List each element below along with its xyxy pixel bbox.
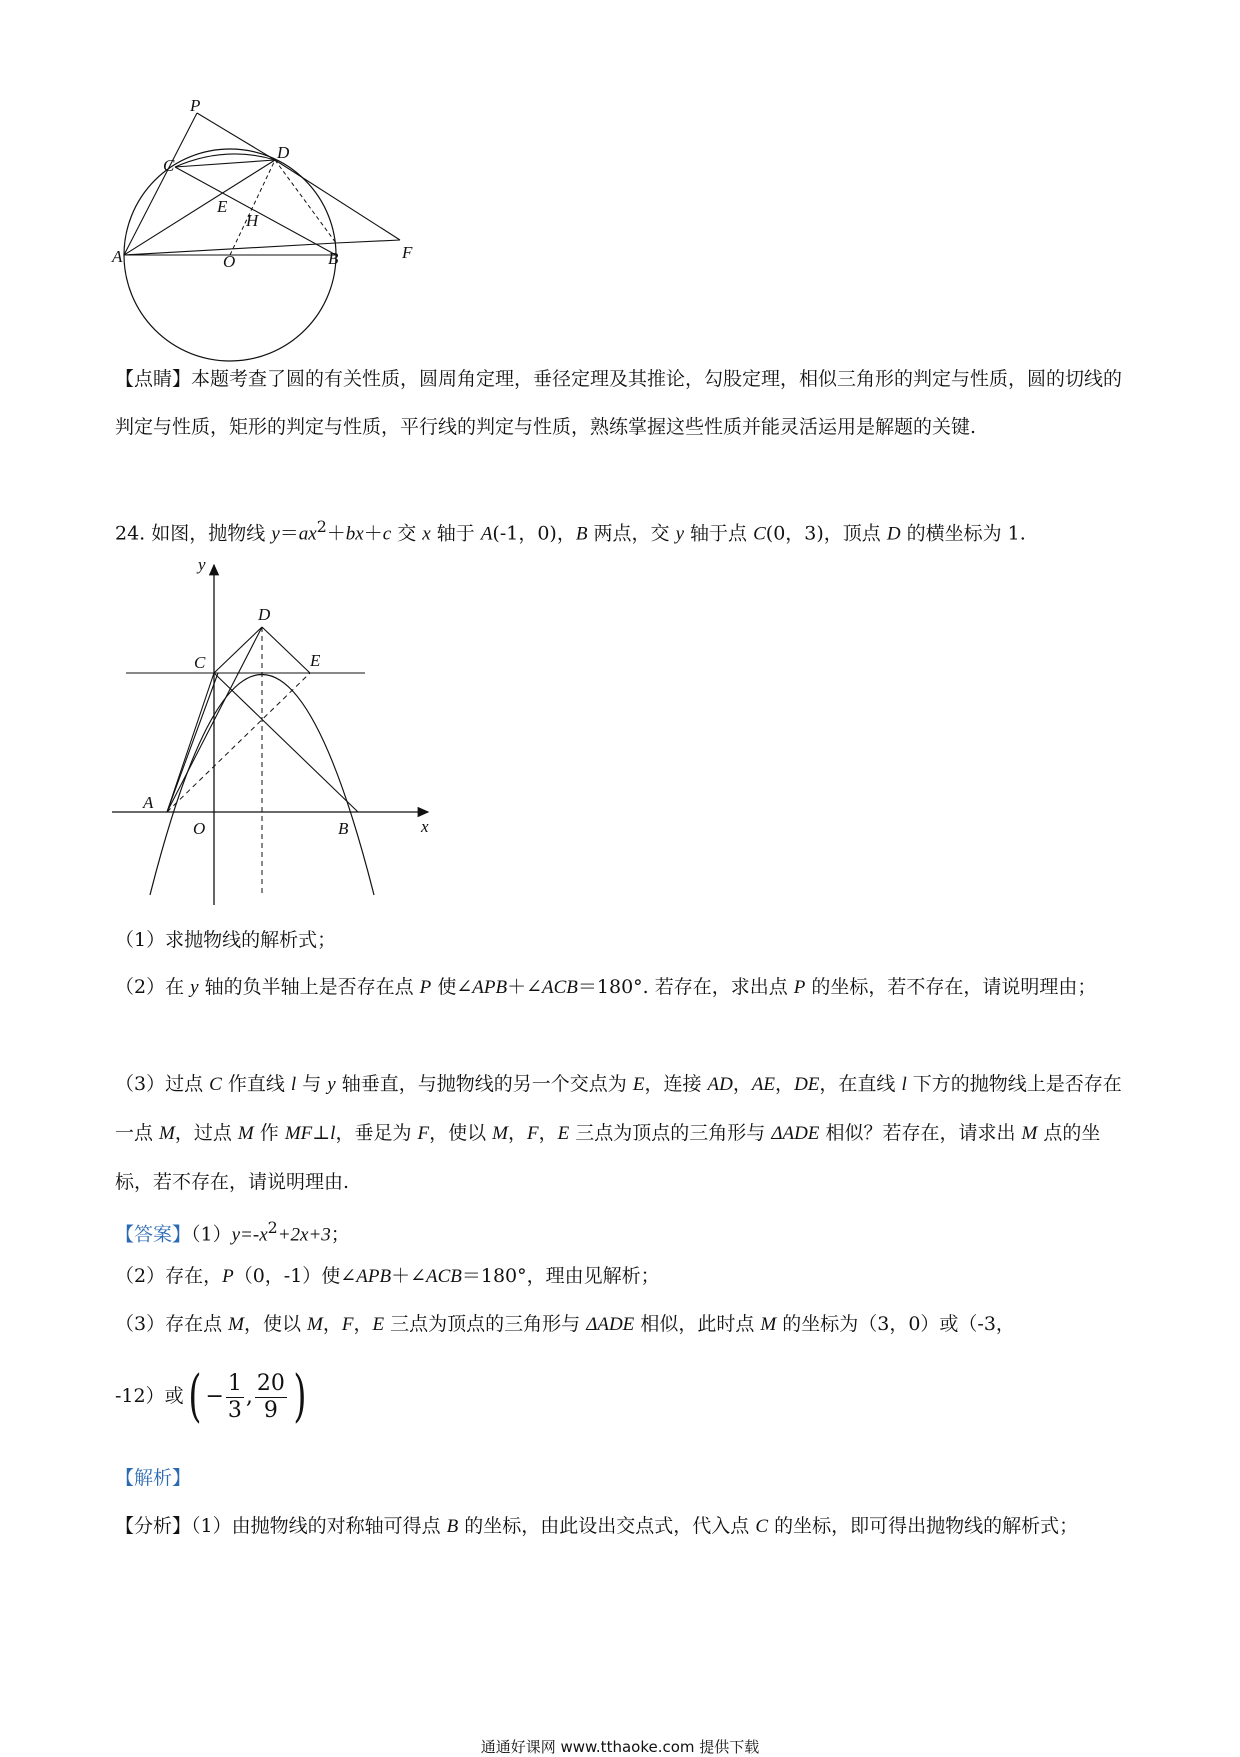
q3-9: AD (707, 1074, 733, 1095)
frac1-denominator: 3 (227, 1397, 242, 1423)
frac1-numerator: 1 (227, 1370, 242, 1396)
q3-20: 作 (253, 1122, 285, 1144)
a2-6: ＝180°，理由见解析； (461, 1265, 660, 1287)
fx-3: C (755, 1516, 769, 1537)
q24-stem-3: ax (298, 523, 317, 545)
label-A: A (112, 247, 123, 266)
label-D: D (277, 143, 290, 162)
q24-stem-2: ＝ (279, 522, 299, 545)
q3-21: MF (284, 1123, 313, 1144)
line-A-near-C (167, 673, 218, 812)
q3-22: ⊥ (312, 1122, 331, 1144)
q24-stem-14: B (575, 523, 588, 545)
q3-27: M (492, 1123, 508, 1144)
label-D: D (258, 605, 271, 624)
q24-stem-8: c (382, 523, 392, 545)
q24-stem-17: 轴于点 (684, 522, 754, 545)
q3-29: F (526, 1123, 539, 1144)
q24-stem-1: y (271, 523, 280, 545)
line-DF (275, 160, 400, 240)
sub-question-1: （1）求抛物线的解析式； (115, 929, 337, 951)
q3-30: ， (538, 1122, 558, 1144)
q24-stem-6: bx (345, 523, 364, 545)
jiexi-tag: 【解析】 (115, 1467, 192, 1489)
fenxi-tag: 【分析】 (115, 1515, 192, 1537)
q24-stem-9: 交 (391, 522, 423, 545)
a2-2: （0，-1）使∠ (233, 1265, 357, 1287)
q3-34: 相似？若存在，请求出 (819, 1122, 1022, 1144)
q2-10: 的坐标，若不存在，请说明理由； (805, 976, 1097, 998)
a1-3: +2x+3 (277, 1224, 331, 1246)
sub-question-3 (115, 1060, 1135, 1207)
a3-11: M (760, 1314, 777, 1335)
q3-8: ，连接 (644, 1073, 708, 1095)
frac-sep: , (245, 1384, 253, 1409)
q2-2: 轴的负半轴上是否存在点 (198, 976, 420, 998)
q3-24: ，垂足为 (335, 1122, 418, 1144)
q2-8: ＝180°. 若存在，求出点 (577, 976, 794, 998)
q24-stem-20: D (886, 523, 901, 545)
label-P: P (190, 96, 201, 115)
q3-7: E (632, 1074, 645, 1095)
q2-1: y (190, 977, 199, 998)
fraction-2 (255, 1371, 287, 1424)
line-PA (124, 113, 197, 255)
line-PD (197, 113, 275, 160)
left-paren: ( (187, 1364, 202, 1429)
a2-0: （2）存在， (115, 1265, 223, 1287)
q2-4: 使∠ (431, 976, 473, 998)
frac-sign: − (205, 1384, 224, 1409)
answer-3 (115, 1300, 1135, 1349)
frac2-denominator: 9 (263, 1397, 278, 1423)
answer-3-line2 (115, 1366, 1135, 1427)
q3-5: y (327, 1074, 336, 1095)
a3-4: ， (322, 1313, 342, 1335)
a3-7: E (372, 1314, 385, 1335)
q2-9: P (793, 977, 806, 998)
a1-2: 2 (267, 1218, 278, 1237)
a3-1: M (228, 1314, 244, 1335)
label-E: E (217, 197, 228, 216)
label-O: O (223, 252, 236, 271)
a1-4: ； (330, 1223, 350, 1246)
q3-1: C (209, 1074, 222, 1095)
q3-33: ΔADE (771, 1123, 820, 1144)
q24-stem-10: x (422, 523, 431, 545)
sub-question-2 (115, 963, 1135, 1012)
a2-1: P (222, 1266, 234, 1287)
q3-31: E (557, 1123, 570, 1144)
fx-0: （1）由抛物线的对称轴可得点 (191, 1515, 447, 1537)
a2-4: ＋∠ (391, 1265, 426, 1287)
q24-stem-4: 2 (316, 517, 327, 536)
line-DE (262, 627, 310, 673)
answer-2 (115, 1252, 1135, 1301)
a3-6: ， (353, 1313, 373, 1335)
a1-1: y=-x (231, 1224, 268, 1246)
q2-0: （2）在 (115, 976, 191, 998)
q3-32: 三点为顶点的三角形与 (569, 1122, 772, 1144)
circle-figure (110, 95, 430, 395)
fx-4: 的坐标，即可得出抛物线的解析式； (768, 1515, 1079, 1537)
q3-11: AE (751, 1074, 776, 1095)
dianjing-paragraph (115, 355, 1135, 451)
q3-13: DE (794, 1074, 820, 1095)
label-O: O (193, 819, 206, 838)
label-x: x (421, 817, 429, 836)
a3-0: （3）存在点 (115, 1313, 229, 1335)
a3-3: M (307, 1314, 323, 1335)
q24-stem-5: ＋ (326, 522, 346, 545)
label-A: A (143, 793, 154, 812)
fx-1: B (446, 1516, 459, 1537)
q2-6: ＋∠ (507, 976, 542, 998)
jiexi-heading (115, 1454, 1135, 1502)
q24-stem-13: (-1，0)， (492, 522, 576, 545)
q24-stem-19: (0，3)，顶点 (765, 522, 887, 545)
q3-26: ，使以 (429, 1122, 493, 1144)
q3-19: M (237, 1123, 254, 1144)
q3-25: F (417, 1123, 430, 1144)
q24-stem-0: 如图，抛物线 (151, 522, 272, 545)
q3-16: 下方的抛物线上是否存在一点 (115, 1073, 1122, 1144)
a1-0: （1） (191, 1223, 232, 1246)
fenxi-paragraph (115, 1502, 1135, 1551)
arc-CD (175, 154, 275, 167)
q24-stem-12: A (480, 523, 493, 545)
q2-5: APB (472, 977, 508, 998)
label-C: C (163, 156, 175, 175)
q24-stem-16: y (675, 523, 684, 545)
answer-fraction-point (184, 1364, 311, 1429)
label-H: H (246, 211, 259, 230)
dashed-DB (275, 160, 336, 243)
q24-stem-11: 轴于 (430, 522, 481, 545)
q3-10: ， (732, 1073, 752, 1095)
label-B: B (328, 249, 339, 268)
question-24-stem (115, 503, 1135, 558)
right-paren: ) (293, 1364, 307, 1429)
frac2-numerator: 20 (256, 1370, 285, 1396)
dianjing-tag: 【点睛】 (115, 368, 192, 390)
a3-8: 三点为顶点的三角形与 (384, 1313, 587, 1335)
label-C: C (194, 653, 206, 672)
q3-36: 点的坐标，若不存在，请说明理由. (115, 1122, 1101, 1193)
q3-18: ，过点 (174, 1122, 238, 1144)
q2-7: ACB (542, 977, 578, 998)
q3-14: ，在直线 (819, 1073, 902, 1095)
line-CD (214, 627, 262, 673)
q24-stem-15: 两点，交 (587, 522, 676, 545)
a3-line2-text: -12）或 (115, 1385, 184, 1407)
q3-35: M (1021, 1123, 1038, 1144)
q3-2: 作直线 (221, 1073, 291, 1095)
label-F: F (402, 243, 413, 262)
q3-23: l (330, 1123, 336, 1144)
label-B: B (338, 819, 349, 838)
answer-tag: 【答案】 (115, 1223, 192, 1246)
q3-0: （3）过点 (115, 1073, 210, 1095)
line-CB (214, 673, 358, 812)
q24-stem-21: 的横坐标为 1. (900, 522, 1026, 545)
label-E: E (310, 651, 321, 670)
a3-5: F (341, 1314, 354, 1335)
q2-3: P (419, 977, 432, 998)
q3-12: ， (775, 1073, 795, 1095)
label-y: y (198, 555, 206, 574)
a3-12: 的坐标为（3，0）或（-3， (776, 1313, 1015, 1335)
line-BF (336, 240, 400, 243)
q3-6: 轴垂直，与抛物线的另一个交点为 (335, 1073, 633, 1095)
a3-9: ΔADE (586, 1314, 635, 1335)
dashed-AE (167, 673, 310, 812)
q3-4: 与 (296, 1073, 328, 1095)
q3-3: l (290, 1074, 297, 1095)
a3-2: ，使以 (243, 1313, 308, 1335)
fx-2: 的坐标，由此设出交点式，代入点 (458, 1515, 756, 1537)
q3-15: l (901, 1074, 907, 1095)
q3-28: ， (507, 1122, 527, 1144)
a2-3: APB (356, 1266, 392, 1287)
page-footer: 通通好课网 www.tthaoke.com 提供下载 (480, 1738, 760, 1756)
q24-stem-18: C (753, 523, 766, 545)
parabola-figure (105, 555, 435, 910)
q3-17: M (159, 1123, 175, 1144)
question-number: 24. (115, 522, 146, 545)
dianjing-text: 本题考查了圆的有关性质，圆周角定理，垂径定理及其推论，勾股定理，相似三角形的判定与性质，圆的切线的判定与性质，矩形的判定与性质，平行线的判定与性质，熟练掌握这些性质并能灵活运用是解题的关键. (115, 368, 1123, 438)
a3-10: 相似，此时点 (634, 1313, 761, 1335)
fraction-1 (226, 1371, 244, 1424)
q24-stem-7: ＋ (363, 522, 383, 545)
line-AC (167, 673, 214, 812)
a2-5: ACB (425, 1266, 462, 1287)
